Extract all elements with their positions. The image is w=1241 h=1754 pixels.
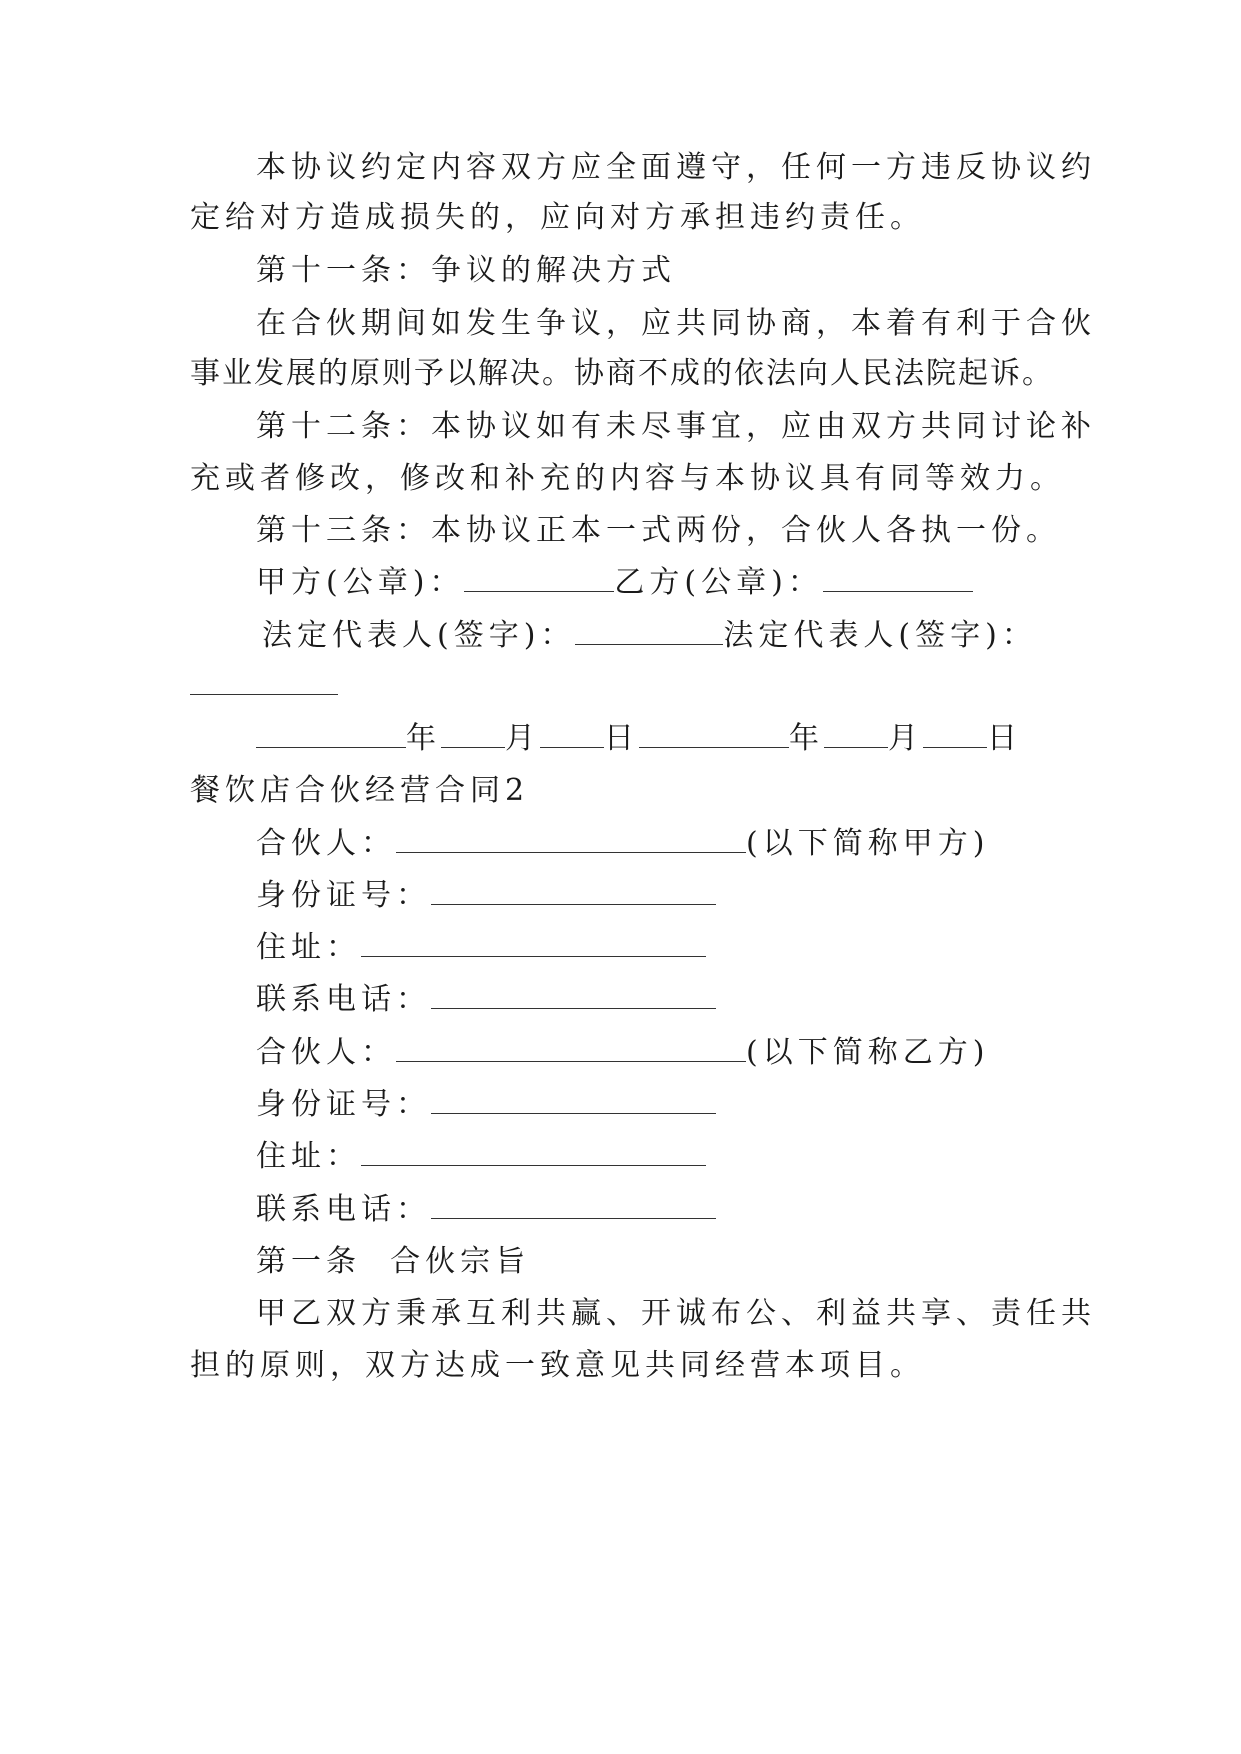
month-b-blank[interactable] [824,721,888,748]
party-a-note: (以下简称甲方) [746,826,990,861]
party-b-note: (以下简称乙方) [746,1035,990,1070]
phone-a-label: 联系电话： [256,982,431,1017]
id-b-label: 身份证号： [256,1087,431,1122]
address-a-row [256,928,706,968]
legal-rep-b-line [190,666,338,706]
paragraph-line: 在合伙期间如发生争议，应共同协商，本着有利于合伙 [256,306,1096,341]
seal-line [256,563,973,603]
paragraph-line: 第十三条：本协议正本一式两份，合伙人各执一份。 [256,513,1061,548]
id-a-blank[interactable] [431,878,716,905]
id-a-row [256,876,716,916]
id-a-label: 身份证号： [256,878,431,913]
paragraph-line: 甲乙双方秉承互利共赢、开诚布公、利益共享、责任共 [256,1296,1096,1331]
party-b-seal-blank[interactable] [823,565,973,592]
paragraph-line: 事业发展的原则予以解决。协商不成的依法向人民法院起诉。 [190,356,1054,391]
legal-rep-b-label: 法定代表人(签字)： [723,618,1037,653]
paragraph-line: 本协议约定内容双方应全面遵守，任何一方违反协议约 [256,150,1096,185]
phone-a-row [256,980,716,1020]
month-a-label: 月 [505,721,540,756]
day-a-blank[interactable] [540,721,604,748]
party-a-seal-label: 甲方(公章)： [256,565,465,600]
partner-b-label: 合伙人： [256,1035,396,1070]
paragraph-line: 担的原则，双方达成一致意见共同经营本项目。 [190,1348,925,1383]
year-b-label: 年 [789,721,824,756]
partner-a-blank[interactable] [396,826,746,853]
legal-rep-a-label: 法定代表人(签字)： [262,618,576,653]
phone-b-row [256,1190,716,1230]
article-heading: 第十一条：争议的解决方式 [256,253,676,288]
address-b-row [256,1137,706,1177]
day-b-label: 日 [987,721,1022,756]
party-a-seal-blank[interactable] [464,565,614,592]
phone-b-blank[interactable] [431,1192,716,1219]
legal-rep-a-blank[interactable] [575,618,723,645]
month-b-label: 月 [888,721,923,756]
phone-b-label: 联系电话： [256,1192,431,1227]
article-heading: 第一条 合伙宗旨 [256,1244,531,1279]
legal-rep-b-blank[interactable] [190,668,338,695]
date-line [256,719,1022,759]
paragraph-line: 第十二条：本协议如有未尽事宜，应由双方共同讨论补 [256,409,1096,444]
address-a-blank[interactable] [361,930,706,957]
id-b-blank[interactable] [431,1087,716,1114]
year-a-blank[interactable] [256,721,406,748]
partner-a-row [256,824,989,864]
month-a-blank[interactable] [441,721,505,748]
id-b-row [256,1085,716,1125]
address-b-blank[interactable] [361,1139,706,1166]
year-b-blank[interactable] [639,721,789,748]
party-b-seal-label: 乙方(公章)： [614,565,823,600]
day-b-blank[interactable] [923,721,987,748]
phone-a-blank[interactable] [431,982,716,1009]
day-a-label: 日 [604,721,639,756]
address-b-label: 住址： [256,1139,361,1174]
legal-rep-line [262,616,1037,656]
partner-a-label: 合伙人： [256,826,396,861]
paragraph-line: 定给对方造成损失的，应向对方承担违约责任。 [190,200,925,235]
address-a-label: 住址： [256,930,361,965]
year-a-label: 年 [406,721,441,756]
paragraph-line: 充或者修改，修改和补充的内容与本协议具有同等效力。 [190,461,1065,496]
contract-title: 餐饮店合伙经营合同2 [190,773,530,808]
partner-b-row [256,1033,989,1073]
partner-b-blank[interactable] [396,1035,746,1062]
